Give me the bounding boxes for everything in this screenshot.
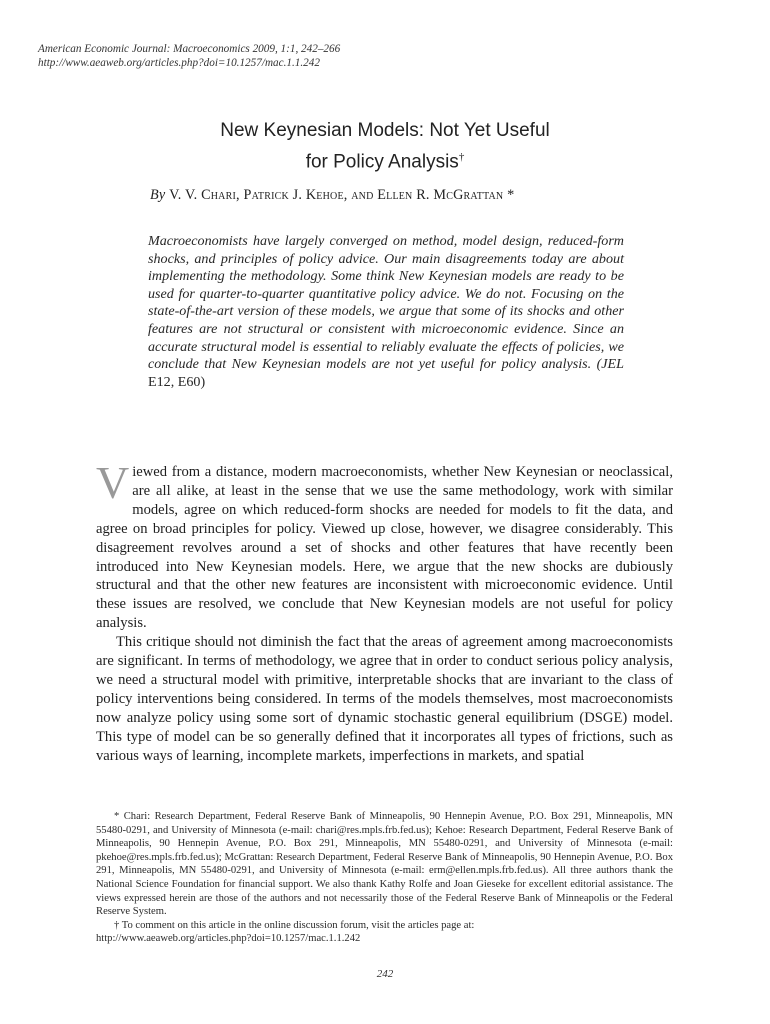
title-line-2 bbox=[0, 144, 770, 175]
body-text bbox=[96, 457, 673, 766]
author-byline bbox=[150, 186, 670, 204]
journal-header bbox=[38, 42, 638, 70]
footnote-comment: † To comment on this article in the online discussion forum, visit the articles page at: bbox=[114, 919, 475, 931]
paragraph-1-text: iewed from a distance, modern macroeconomists, whether New Keynesian or neoclassical, are all alike, at least in the sense that we use the same methodology, work with similar models, agree on which reduced-form shocks are needed for models to fit the data, and agree on broad principles for policy. Viewed up close, however, we disagree considerably. This disagreement revolves around a set of shocks and other features that have recently been introduced into New Keynesian models. Here, we argue that the new shocks are dubiously structural and that the other new features are inconsistent with microeconomic evidence. Until these issues are resolved, we conclude that New Keynesian models are not useful for policy analysis. bbox=[96, 464, 673, 632]
page-number: 242 bbox=[376, 968, 394, 980]
journal-citation: American Economic Journal: Macroeconomics 2009, 1:1, 242–266 bbox=[38, 43, 341, 55]
paragraph-2: This critique should not diminish the fact that the areas of agreement among macroeconomists are significant. In terms of methodology, we agree that in order to conduct serious policy analysis, we need a structural model with primitive, interpretable shocks that are invariant to the class of policy interventions being considered. In terms of the models themselves, most macroeconomists now analyze policy using some sort of dynamic stochastic general equilibrium (DSGE) model. This type of model can be so generally defined that it incorporates all types of frictions, such as various ways of learning, incomplete markets, imperfections in markets, and spatial bbox=[96, 634, 673, 764]
footnote-authors: * Chari: Research Department, Federal Reserve Bank of Minneapolis, 90 Hennepin Avenue, P.O. Box 291, Minneapolis, MN 55480-0291, and University of Minnesota (e-mail: chari@res.mpls.frb.fed.us); Kehoe: Research Department, Federal Reserve Bank of Minneapolis, 90 Hennepin Avenue, P.O. Box 291, Minneapolis, MN 55480-0291, and University of Minnesota (e-mail: pkehoe@res.mpls.frb.fed.us); McGrattan: Research Department, Federal Reserve Bank of Minneapolis, 90 Hennepin Avenue, P.O. Box 291, Minneapolis, MN 55480-0291, and University of Minnesota (e-mail: erm@ellen.mpls.frb.fed.us). All three authors thank the National Science Foundation for financial support. We also thank Kathy Rolfe and Joan Gieseke for excellent editorial assistance. The views expressed herein are those of the authors and not necessarily those of the Federal Reserve Bank of Minneapolis or the Federal Reserve System. bbox=[96, 811, 673, 918]
title-line-2-text: for Policy Analysis bbox=[305, 151, 459, 173]
author-names: V. V. Chari, Patrick J. Kehoe, and Ellen R. McGrattan * bbox=[169, 187, 515, 203]
drop-cap: V bbox=[96, 457, 130, 508]
article-title bbox=[0, 118, 770, 175]
dagger-mark[interactable]: † bbox=[458, 151, 465, 163]
journal-url[interactable]: http://www.aeaweb.org/articles.php?doi=10.1257/mac.1.1.242 bbox=[38, 57, 320, 69]
abstract-text: Macroeconomists have largely converged on method, model design, reduced-form shocks, and principles of policy advice. Our main disagreements today are about implementing the methodology. Some think New Keynesian models are ready to be used for quarter-to-quarter quantitative policy advice. We do not. Focusing on the state-of-the-art version of these models, we argue that some of its shocks and other features are not structural or consistent with microeconomic evidence. Since an accurate structural model is essential to reliably evaluate the effects of policies, we conclude that New Keynesian models are not yet useful for policy analysis. ( bbox=[148, 233, 624, 373]
byline-prefix: By bbox=[150, 187, 166, 203]
footnotes bbox=[96, 810, 673, 946]
footnote-url[interactable]: http://www.aeaweb.org/articles.php?doi=10.1257/mac.1.1.242 bbox=[96, 933, 361, 945]
abstract bbox=[148, 233, 624, 391]
jel-label: JEL bbox=[601, 356, 624, 373]
title-line-1: New Keynesian Models: Not Yet Useful bbox=[220, 120, 550, 141]
jel-codes: E12, E60) bbox=[148, 373, 206, 390]
paragraph-1 bbox=[96, 457, 673, 633]
